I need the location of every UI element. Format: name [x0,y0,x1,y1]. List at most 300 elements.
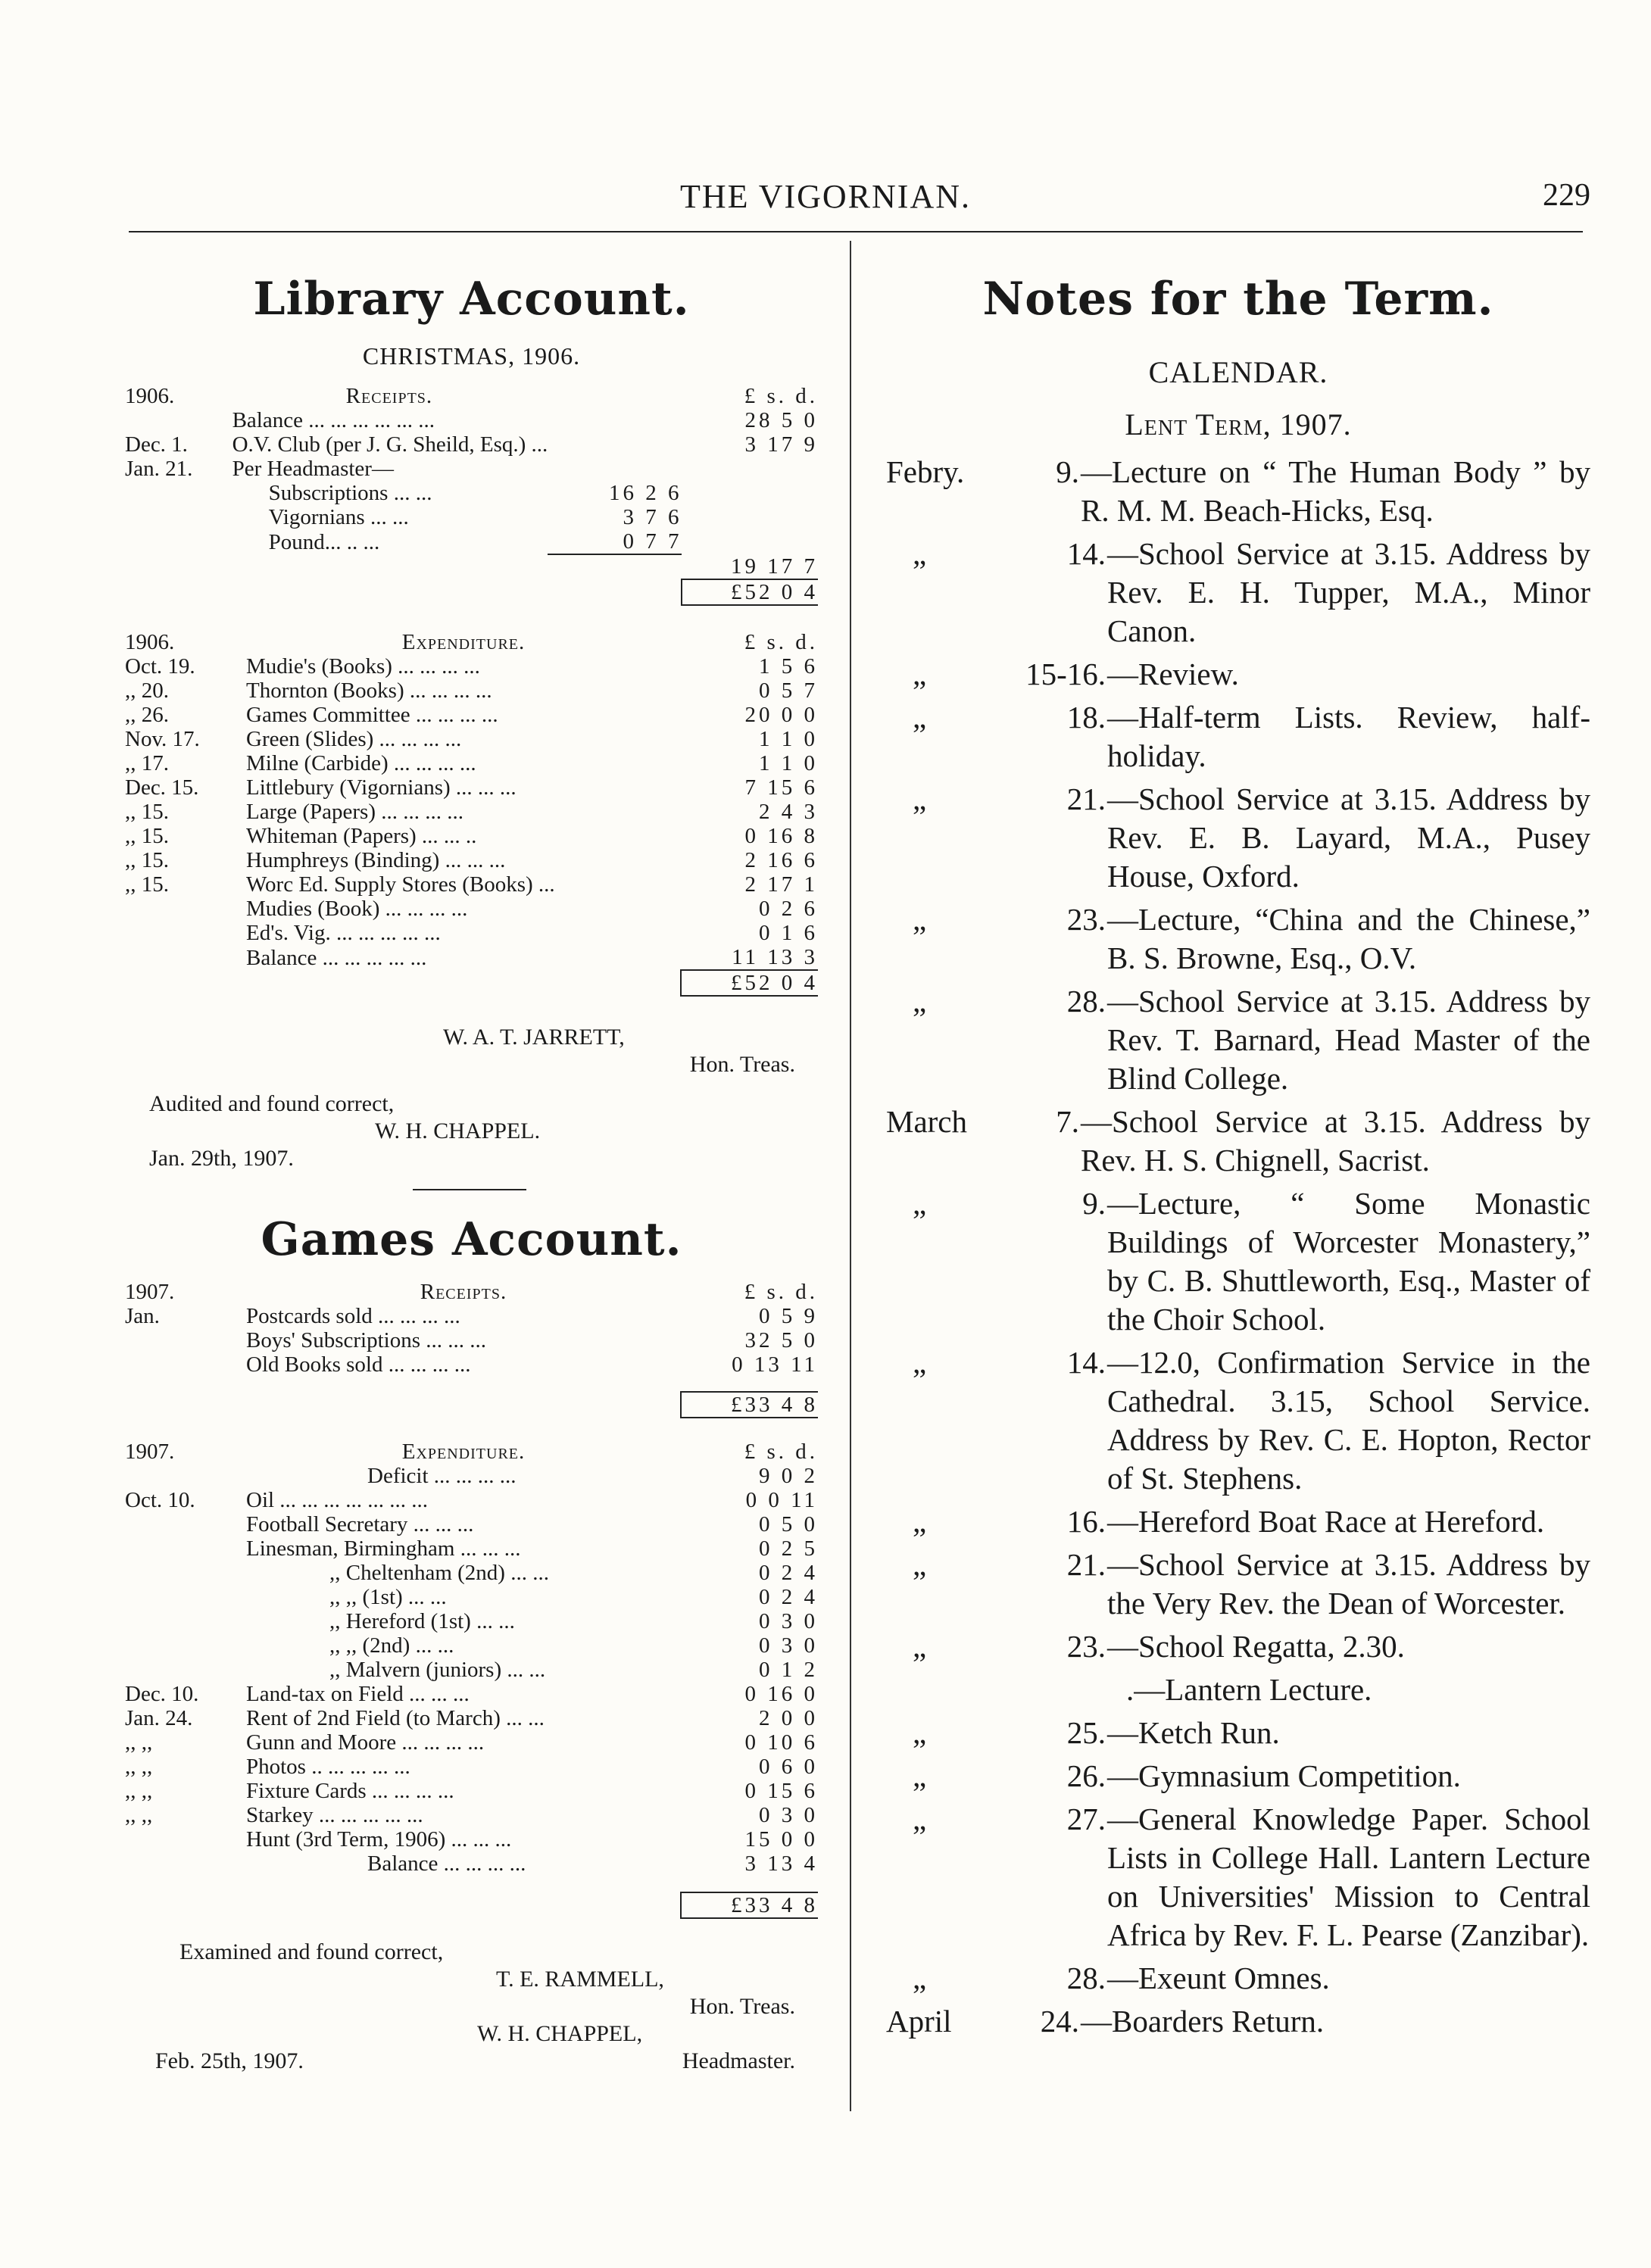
table-row [125,775,818,800]
entry-month: „ [913,536,927,571]
entry-month: „ [913,1345,927,1380]
entry-month: April [886,2004,952,2039]
library-receipts-heading: Receipts. [345,384,433,408]
library-treasurer-name: W. A. T. JARRETT, [443,1025,625,1050]
entry-month: „ [913,657,927,691]
row-amount-value: 11 13 3 [732,945,818,969]
entry-text: —School Service at 3.15. Address by Rev. E. H. Tupper, M.A., Minor Canon. [1107,536,1590,648]
entry-text: —Half-term Lists. Review, half-holiday. [1107,700,1590,773]
table-row [125,727,818,751]
row-description: Balance ... ... ... ... ... ... [232,408,435,432]
games-expenditure-heading: Expenditure. [401,1440,526,1464]
table-row [125,654,818,679]
entry-day: 16. [1066,1504,1106,1539]
library-account-title: Library Account. [253,273,690,326]
row-description: ,, ,, (2nd) ... ... [329,1633,454,1658]
row-subamount: 3 7 6 [623,505,682,529]
entry-month: Febry. [886,454,965,489]
games-receipts-rows [125,1304,818,1377]
row-amount [682,457,818,481]
calendar-entry [886,1502,1590,1541]
entry-day: 23. [1066,1629,1106,1664]
table-row [125,432,818,457]
row-subamount [548,408,682,432]
entry-text: —School Service at 3.15. Address by Rev. H. S. Chignell, Sacrist. [1081,1104,1590,1178]
table-row [125,1304,818,1328]
right-column [886,273,1590,2045]
row-amount [681,1755,818,1779]
entry-month: „ [913,1758,927,1793]
row-amount [681,848,818,872]
table-row [125,505,818,529]
calendar-entry [886,1757,1590,1795]
row-amount [681,824,818,848]
games-exp-col-heads: £ s. d. [744,1440,818,1464]
row-amount [682,432,818,457]
games-date: Feb. 25th, 1907. [155,2048,304,2073]
row-date: ,, 15. [125,800,169,824]
row-amount-value: 0 1 6 [759,921,818,945]
row-subamount [548,432,682,457]
games-account-title: Games Account. [261,1213,682,1266]
row-amount [682,408,818,432]
entry-text: —School Service at 3.15. Address by Rev. E. B. Layard, M.A., Pusey House, Oxford. [1107,781,1590,894]
row-amount [681,1609,818,1633]
row-amount-value: 2 4 3 [759,800,818,824]
table-row [125,1609,818,1633]
entry-text: —Ketch Run. [1107,1715,1280,1750]
row-amount-value: 3 13 4 [744,1852,818,1876]
library-receipts-head [125,376,818,408]
calendar-entry [886,1959,1590,1998]
row-amount-value: 2 16 6 [744,848,818,872]
row-description: Deficit ... ... ... ... [367,1464,517,1488]
library-receipts-total: £52 0 4 [731,580,818,604]
row-date: Oct. 19. [125,654,195,679]
row-description: Balance ... ... ... ... [367,1852,526,1876]
row-date: Jan. 24. [125,1706,193,1730]
row-description: Photos .. ... ... ... ... [246,1755,410,1779]
library-audit-date: Jan. 29th, 1907. [149,1146,294,1171]
row-date: Nov. 17. [125,727,200,751]
entry-text: —School Regatta, 2.30. [1107,1629,1405,1664]
row-date [125,1464,246,1488]
library-expenditure-head [125,630,818,654]
table-row [125,679,818,703]
entry-month: „ [913,1715,927,1750]
library-expenditure-year: 1906. [125,630,175,654]
row-date [125,1852,246,1876]
table-row [125,1328,818,1352]
row-amount-value: 28 5 0 [744,408,818,432]
entry-day: 24. [1040,2004,1079,2039]
row-amount [681,872,818,897]
entry-text: —General Knowledge Paper. School Lists in College Hall. Lantern Lecture on Universities' Mission to Central Africa by Rev. F. L. Pearse (Zanzibar). [1107,1802,1590,1952]
library-receipts-total-row [125,579,818,605]
row-amount [681,1633,818,1658]
row-amount [681,751,818,775]
library-audit-line: Audited and found correct, [149,1091,395,1116]
entry-day: 9. [1082,1186,1106,1221]
calendar-entry [886,698,1590,775]
library-receipts-table [125,376,818,606]
row-date: ,, ,, [125,1779,153,1803]
row-date [125,1512,246,1536]
row-description: Rent of 2nd Field (to March) ... ... [246,1706,545,1730]
left-column [125,273,818,2075]
table-row [125,751,818,775]
row-description: Subscriptions ... ... [268,481,432,505]
row-description: Worc Ed. Supply Stores (Books) ... [246,872,555,897]
row-subamount [548,457,682,481]
row-date: ,, 15. [125,824,169,848]
row-amount [681,679,818,703]
calendar-entry [886,1343,1590,1498]
row-amount [681,1585,818,1609]
calendar-entry [886,1671,1590,1709]
row-amount-value: 0 13 11 [732,1352,818,1377]
table-row [125,1827,818,1852]
row-description: Balance ... ... ... ... ... [246,946,427,970]
table-row [125,457,818,481]
running-header-title: THE VIGORNIAN. [679,178,972,215]
row-description: Old Books sold ... ... ... ... [246,1352,471,1377]
row-description: Postcards sold ... ... ... ... [246,1304,460,1328]
row-description: Large (Papers) ... ... ... ... [246,800,463,824]
row-description: Per Headmaster— [232,457,394,481]
row-amount [681,1779,818,1803]
row-amount-value: 1 5 6 [759,654,818,679]
row-description: Ed's. Vig. ... ... ... ... ... [246,921,441,945]
row-amount [681,1304,818,1328]
row-description: Linesman, Birmingham ... ... ... [246,1536,521,1561]
table-row [125,945,818,970]
row-description: Vigornians ... ... [268,505,409,529]
row-amount [681,775,818,800]
row-description: O.V. Club (per J. G. Sheild, Esq.) ... [232,432,548,457]
games-receipts-year: 1907. [125,1280,175,1304]
row-date [125,1658,246,1682]
table-row [125,1352,818,1377]
entry-day: 21. [1066,781,1106,816]
calendar-entry [886,1546,1590,1623]
row-date [125,1585,246,1609]
entry-text: —12.0, Confirmation Service in the Cathedral. 3.15, School Service. Address by Rev. C. E. Hopton, Rector of St. Stephens. [1107,1345,1590,1496]
row-date: ,, ,, [125,1730,153,1755]
row-date [125,481,231,505]
row-date [125,1827,246,1852]
table-row [125,1488,818,1512]
entry-day: 14. [1066,1345,1106,1380]
entry-month: „ [913,1802,927,1836]
library-receipts-year: 1906. [125,384,175,408]
row-amount [681,1512,818,1536]
row-description: Thornton (Books) ... ... ... ... [246,679,492,703]
row-amount-value: 0 10 6 [744,1730,818,1755]
row-date: ,, 17. [125,751,169,775]
row-amount-value: 9 0 2 [759,1464,818,1488]
games-receipts-spacer [125,1377,818,1392]
row-description: Milne (Carbide) ... ... ... ... [246,751,476,775]
row-amount [681,727,818,751]
entry-day: 21. [1066,1547,1106,1582]
row-amount [681,1328,818,1352]
row-description: Whiteman (Papers) ... ... .. [246,824,477,848]
row-amount-value: 0 2 6 [759,897,818,921]
row-amount [681,1852,818,1876]
games-expenditure-total: £33 4 8 [731,1893,818,1917]
row-description: Oil ... ... ... ... ... ... ... [246,1488,429,1512]
row-description: Starkey ... ... ... ... ... [246,1803,423,1827]
row-amount [681,1730,818,1755]
row-description: Hunt (3rd Term, 1906) ... ... ... [246,1827,512,1852]
row-amount [681,1706,818,1730]
term-heading: Lent Term, 1907. [1125,407,1352,441]
row-amount-value: 0 16 8 [744,824,818,848]
row-amount [681,800,818,824]
row-amount [681,1352,818,1377]
row-date [125,1328,246,1352]
row-description: Games Committee ... ... ... ... [246,703,498,727]
calendar-entry [886,535,1590,650]
calendar-entry [886,1627,1590,1666]
library-auditor: W. H. CHAPPEL. [375,1118,541,1143]
row-amount [682,481,818,505]
library-receipts-rows [125,408,818,554]
table-row [125,1682,818,1706]
entry-day: 28. [1066,984,1106,1019]
entry-day: 15-16. [1025,657,1106,691]
games-examined-line: Examined and found correct, [179,1939,444,1964]
row-description: ,, Malvern (juniors) ... ... [329,1658,546,1682]
row-subamount: 16 2 6 [608,481,682,505]
row-date [125,1352,246,1377]
row-date: ,, 15. [125,848,169,872]
row-description: ,, Cheltenham (2nd) ... ... [329,1561,549,1585]
row-amount [681,897,818,921]
row-amount-value: 3 17 9 [744,432,818,457]
row-date: Jan. 21. [125,457,193,481]
column-divider [850,241,851,2111]
row-date [125,408,231,432]
entry-day: 23. [1066,902,1106,937]
row-date [125,505,231,529]
table-row [125,800,818,824]
row-amount [681,1682,818,1706]
row-description: Boys' Subscriptions ... ... ... [246,1328,487,1352]
table-row [125,1779,818,1803]
entry-day [988,1671,1126,1709]
library-expenditure-rows [125,654,818,970]
entry-month: „ [913,781,927,816]
row-date: Jan. [125,1304,160,1328]
entry-text: —Gymnasium Competition. [1107,1758,1461,1793]
row-amount-value: 1 1 0 [759,751,818,775]
entry-day: 14. [1066,536,1106,571]
calendar-entry [886,982,1590,1098]
row-date: Dec. 15. [125,775,199,800]
calendar-heading: CALENDAR. [1148,355,1328,389]
entry-text: —Boarders Return. [1081,2004,1325,2039]
row-amount [681,945,818,970]
games-headmaster-name: W. H. CHAPPEL, [477,2021,643,2046]
row-date: ,, ,, [125,1755,153,1779]
entry-month: „ [913,1629,927,1664]
library-treasurer-title: Hon. Treas. [689,1052,795,1077]
table-row [125,1633,818,1658]
table-row [125,481,818,505]
table-row [125,824,818,848]
library-expenditure-heading: Expenditure. [401,630,526,654]
table-row [125,1658,818,1682]
row-amount [681,1561,818,1585]
library-signatures [125,1024,818,1172]
row-date: Dec. 1. [125,432,188,457]
row-amount-value: 2 0 0 [759,1706,818,1730]
entry-text: —Lecture, “China and the Chinese,” B. S. Browne, Esq., O.V. [1107,902,1590,975]
games-expenditure-total-row [125,1892,818,1918]
library-expenditure-table [125,630,818,997]
games-expenditure-year: 1907. [125,1440,175,1464]
games-receipts-total-row [125,1392,818,1418]
row-date [125,945,246,970]
row-date: ,, 15. [125,872,169,897]
row-amount-value: 2 17 1 [744,872,818,897]
calendar-entry [886,900,1590,978]
row-amount-value: 20 0 0 [744,703,818,727]
row-date [125,921,246,945]
row-subamount: 0 7 7 [623,529,682,554]
entry-day: 25. [1066,1715,1106,1750]
row-amount-value: 32 5 0 [744,1328,818,1352]
library-receipts-subtotal-row [125,554,818,579]
calendar-entry [886,1103,1590,1180]
table-row [125,848,818,872]
entry-day: 26. [1066,1758,1106,1793]
table-row [125,1803,818,1827]
row-amount [681,1803,818,1827]
row-amount-value: 0 3 0 [759,1803,818,1827]
library-expenditure-total-row [125,970,818,996]
row-date [125,897,246,921]
row-amount-value: 15 0 0 [744,1827,818,1852]
row-amount-value: 0 3 0 [759,1633,818,1658]
row-amount-value: 0 2 4 [759,1585,818,1609]
row-amount-value: 0 15 6 [744,1779,818,1803]
entry-month: March [886,1104,968,1139]
games-col-heads: £ s. d. [744,1280,818,1304]
row-amount-value: 1 1 0 [759,727,818,751]
row-amount-value: 0 3 0 [759,1609,818,1633]
row-amount [681,1827,818,1852]
row-amount-value: 0 5 9 [759,1304,818,1328]
table-row [125,529,818,554]
table-row [125,1561,818,1585]
row-amount [682,505,818,529]
entry-day: 18. [1066,700,1106,735]
entry-day: 7. [1056,1104,1079,1139]
entry-text: —School Service at 3.15. Address by Rev. T. Barnard, Head Master of the Blind College. [1107,984,1590,1096]
entry-month: „ [913,1504,927,1539]
row-date: ,, 20. [125,679,169,703]
row-date: ,, ,, [125,1803,153,1827]
table-row [125,1730,818,1755]
row-amount [681,1536,818,1561]
games-treasurer-title: Hon. Treas. [689,1994,795,2019]
table-row [125,1536,818,1561]
calendar-entry [886,1714,1590,1752]
row-description: Pound... .. ... [268,530,380,554]
row-description: Gunn and Moore ... ... ... ... [246,1730,485,1755]
row-description: Green (Slides) ... ... ... ... [246,727,462,751]
table-row [125,1755,818,1779]
row-date [125,529,231,554]
games-expenditure-table [125,1440,818,1919]
row-amount-value: 0 5 7 [759,679,818,703]
calendar-entry [886,780,1590,896]
row-amount [681,1658,818,1682]
library-exp-col-heads: £ s. d. [744,630,818,654]
table-row [125,872,818,897]
row-date [125,1609,246,1633]
row-description: ,, ,, (1st) ... ... [329,1585,447,1609]
row-description: ,, Hereford (1st) ... ... [329,1609,515,1633]
row-date: Oct. 10. [125,1488,195,1512]
calendar-entry [886,2002,1590,2041]
library-expenditure-total: £52 0 4 [731,971,818,995]
table-row [125,1512,818,1536]
entry-month: „ [913,902,927,937]
row-description: Humphreys (Binding) ... ... ... [246,848,506,872]
games-date-row [125,2048,818,2075]
calendar-entry [886,1184,1590,1339]
entry-month: „ [913,1547,927,1582]
entry-month [886,1671,988,1709]
games-expenditure-rows [125,1464,818,1876]
row-amount-value: 0 0 11 [745,1488,818,1512]
entry-text: .—Lantern Lecture. [1126,1672,1372,1707]
row-description: Fixture Cards ... ... ... ... [246,1779,454,1803]
row-amount [681,1488,818,1512]
row-amount [681,1464,818,1488]
calendar-entry [886,1800,1590,1954]
row-date: Dec. 10. [125,1682,199,1706]
entry-text: —Lecture, “ Some Monastic Buildings of Worcester Monastery,” by C. B. Shuttleworth, Esq., Master of the Choir School. [1107,1186,1590,1337]
row-description: Land-tax on Field ... ... ... [246,1682,470,1706]
notes-title: Notes for the Term. [982,273,1494,326]
row-amount-value: 0 16 0 [744,1682,818,1706]
entry-month: „ [913,1961,927,1995]
table-row [125,921,818,945]
page-number: 229 [1543,178,1590,213]
library-subtitle: CHRISTMAS, 1906. [362,342,581,370]
entry-month: „ [913,700,927,735]
notes-calendar-list [886,453,1590,2041]
games-receipts-heading: Receipts. [420,1280,507,1304]
row-amount-value: 7 15 6 [744,775,818,800]
entry-text: —Review. [1107,657,1239,691]
table-row [125,703,818,727]
row-description: Mudies (Book) ... ... ... ... [246,897,468,921]
row-amount-value: 0 2 5 [759,1536,818,1561]
row-amount-value: 0 6 0 [759,1755,818,1779]
row-date [125,1633,246,1658]
table-row [125,408,818,432]
row-amount [681,703,818,727]
entry-text: —Exeunt Omnes. [1107,1961,1330,1995]
row-amount [681,921,818,945]
row-amount [681,654,818,679]
